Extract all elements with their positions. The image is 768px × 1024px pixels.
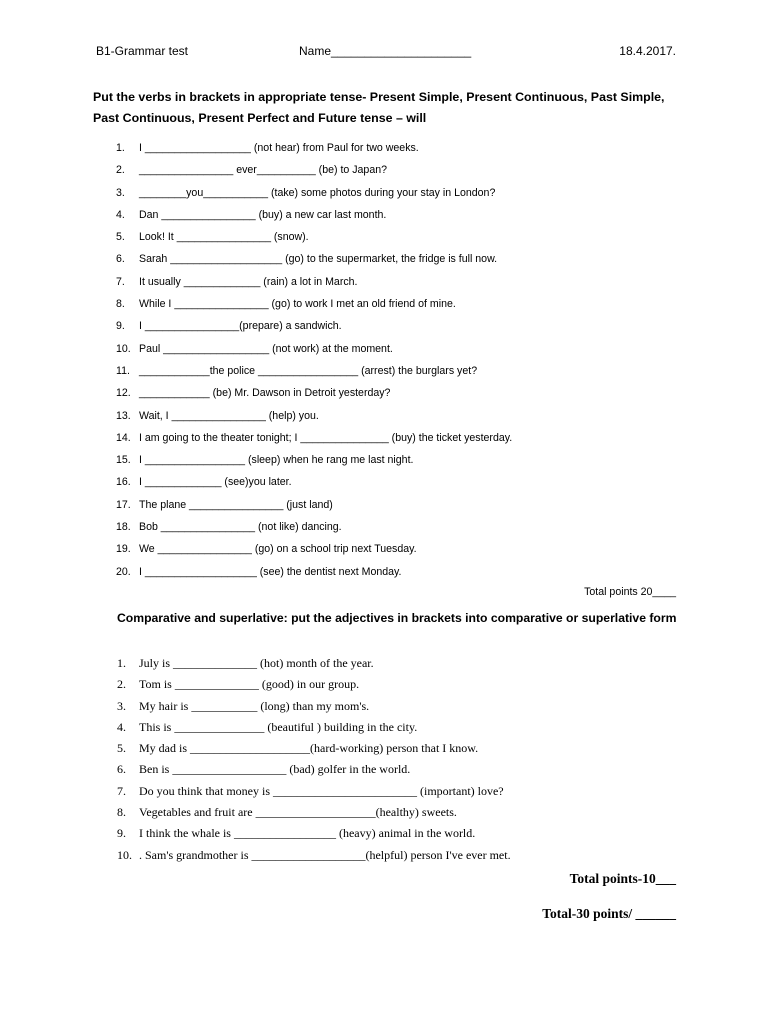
item-text: I _____________ (see)you later. — [139, 476, 292, 489]
item-number: 4. — [117, 719, 126, 734]
item-text: Look! It ________________ (snow). — [139, 231, 309, 244]
item-text: While I ________________ (go) to work I met an old friend of mine. — [139, 298, 456, 311]
item-number: 20. — [116, 565, 131, 578]
exercise-item — [116, 341, 676, 363]
item-text: Paul __________________ (not work) at the moment. — [139, 342, 393, 355]
item-number: 18. — [116, 521, 131, 534]
item-text: My dad is ____________________(hard-working) person that I know. — [139, 741, 479, 756]
exercise-item — [117, 740, 677, 761]
section2-exercise-list — [117, 655, 677, 868]
exercise-item — [117, 719, 677, 740]
exercise-item — [116, 474, 676, 496]
item-number: 6. — [117, 762, 126, 777]
section1-instruction: Put the verbs in brackets in appropriate tense- Present Simple, Present Continuous, Past Simple, Past Continuous, Present Perfect and Future tense – will — [93, 90, 665, 125]
exercise-item — [116, 296, 676, 318]
exercise-item — [117, 847, 677, 868]
item-text: ________________ ever__________ (be) to Japan? — [139, 164, 387, 177]
item-number: 19. — [116, 543, 131, 556]
exercise-item — [116, 385, 676, 407]
exercise-item — [116, 564, 676, 586]
item-text: July is ______________ (hot) month of the year. — [139, 656, 374, 670]
exercise-item — [116, 519, 676, 541]
exercise-item — [116, 229, 676, 251]
item-number: 14. — [116, 431, 131, 444]
item-text: Wait, I ________________ (help) you. — [139, 409, 319, 422]
item-number: 5. — [116, 231, 125, 244]
section2-instruction: Comparative and superlative: put the adjectives in brackets into comparative or superlative form — [117, 611, 677, 625]
item-number: 2. — [117, 677, 126, 692]
exercise-item — [116, 430, 676, 452]
exercise-item — [116, 162, 676, 184]
item-text: I __________________ (not hear) from Paul for two weeks. — [139, 142, 419, 154]
exercise-item — [116, 318, 676, 340]
item-number: 8. — [116, 298, 125, 311]
section1-exercise-list — [116, 140, 676, 586]
exercise-item — [117, 655, 677, 676]
item-number: 8. — [117, 805, 126, 820]
item-number: 1. — [116, 142, 125, 154]
item-text: Dan ________________ (buy) a new car last month. — [139, 208, 387, 221]
exercise-item — [117, 783, 677, 804]
exercise-item — [116, 541, 676, 563]
item-text: I am going to the theater tonight; I _______________ (buy) the ticket yesterday. — [139, 431, 513, 444]
exercise-item — [116, 452, 676, 474]
item-text: ________you___________ (take) some photos during your stay in London? — [139, 186, 496, 199]
item-number: 11. — [116, 364, 130, 377]
item-text: ____________the police _________________ (arrest) the burglars yet? — [139, 364, 478, 377]
item-number: 9. — [116, 320, 125, 333]
item-text: I ___________________ (see) the dentist next Monday. — [139, 565, 402, 578]
item-number: 10. — [116, 342, 131, 355]
item-text: It usually _____________ (rain) a lot in March. — [139, 275, 358, 288]
item-number: 7. — [117, 783, 126, 798]
item-text: I ________________(prepare) a sandwich. — [139, 320, 342, 333]
item-text: Sarah ___________________ (go) to the supermarket, the fridge is full now. — [139, 253, 498, 266]
exercise-item — [116, 140, 676, 162]
item-text: We ________________ (go) on a school trip next Tuesday. — [139, 543, 417, 556]
item-number: 17. — [116, 498, 131, 511]
item-text: Tom is ______________ (good) in our group. — [139, 677, 360, 692]
exercise-item — [116, 207, 676, 229]
item-number: 3. — [116, 186, 125, 199]
item-number: 3. — [117, 698, 126, 713]
exercise-item — [117, 804, 677, 825]
item-number: 2. — [116, 164, 125, 177]
item-number: 16. — [116, 476, 131, 489]
item-number: 5. — [117, 741, 126, 756]
item-number: 13. — [116, 409, 131, 422]
exercise-item — [117, 825, 677, 846]
name-field: Name_____________________ — [299, 44, 472, 58]
item-text: I _________________ (sleep) when he rang me last night. — [139, 454, 414, 467]
section2-total-points: Total points-10___ — [569, 871, 676, 886]
exercise-item — [116, 408, 676, 430]
item-number: 1. — [117, 656, 126, 670]
item-text: . Sam's grandmother is ___________________(helpful) person I've ever met. — [139, 847, 511, 862]
item-number: 4. — [116, 208, 125, 221]
item-number: 12. — [116, 387, 131, 400]
item-text: My hair is ___________ (long) than my mom's. — [139, 698, 370, 713]
exercise-item — [116, 274, 676, 296]
grand-total-points: Total-30 points/ ______ — [542, 906, 676, 921]
exercise-item — [116, 363, 676, 385]
exercise-item — [117, 761, 677, 782]
exercise-item — [117, 676, 677, 697]
item-text: I think the whale is _________________ (heavy) animal in the world. — [139, 826, 476, 841]
item-text: ____________ (be) Mr. Dawson in Detroit yesterday? — [139, 387, 391, 400]
item-text: Ben is ___________________ (bad) golfer in the world. — [139, 762, 411, 777]
item-text: This is _______________ (beautiful ) building in the city. — [139, 719, 418, 734]
test-title: B1-Grammar test — [96, 44, 189, 58]
exercise-item — [117, 698, 677, 719]
item-number: 10. — [117, 847, 132, 862]
worksheet-header — [96, 44, 676, 62]
exercise-item — [116, 251, 676, 273]
item-text: Bob ________________ (not like) dancing. — [139, 521, 342, 534]
exercise-item — [116, 185, 676, 207]
exercise-item — [116, 497, 676, 519]
item-text: Do you think that money is ________________________ (important) love? — [139, 783, 504, 798]
item-text: The plane ________________ (just land) — [139, 498, 333, 511]
section1-total-points: Total points 20____ — [584, 586, 676, 598]
item-number: 9. — [117, 826, 126, 841]
item-number: 7. — [116, 275, 125, 288]
item-text: Vegetables and fruit are ____________________(healthy) sweets. — [139, 805, 457, 820]
item-number: 6. — [116, 253, 125, 266]
test-date: 18.4.2017. — [619, 44, 676, 58]
item-number: 15. — [116, 454, 131, 467]
